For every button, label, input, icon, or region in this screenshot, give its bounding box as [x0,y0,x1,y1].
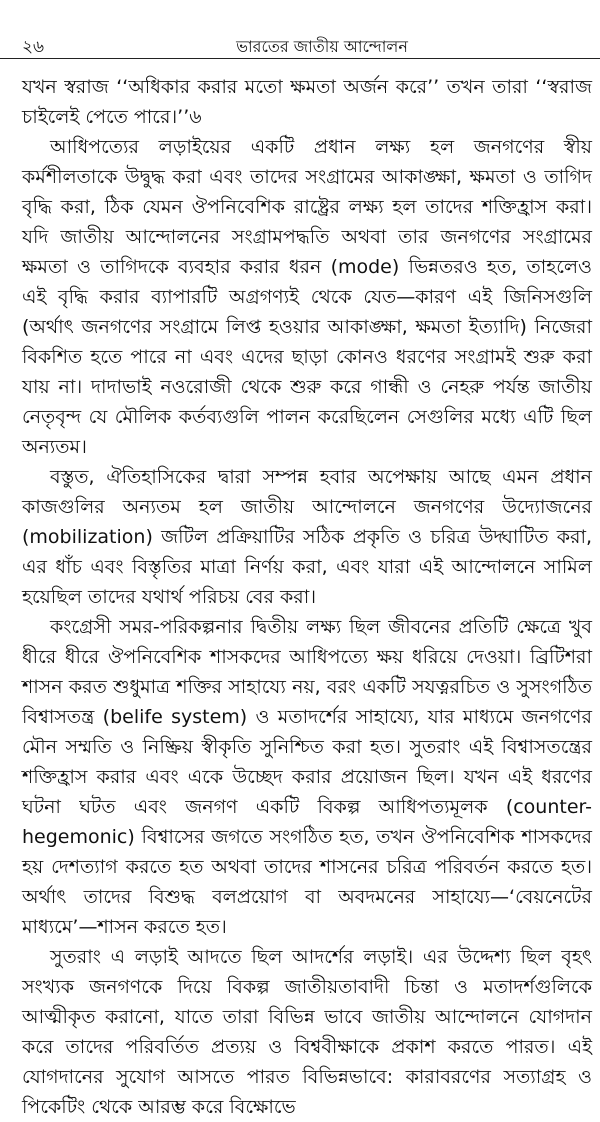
paragraph: সুতরাং এ লড়াই আদতে ছিল আদর্শের লড়াই। এর উদ্দেশ্য ছিল বৃহৎ সংখ্যক জনগণকে দিয়ে বিকল্প জাতীয়তাবাদী চিন্তা ও মতাদর্শগুলিকে আত্মীকৃত করানো, যাতে তারা বিভিন্ন ভাবে জাতীয় আন্দোলনে যোগদান করে তাদের পরিবর্তিত প্রত্যয় ও বিশ্ববীক্ষাকে প্রকাশ করতে পারত। এই যোগদানের সুযোগ আসতে পারত বিভিন্নভাবে: কারাবরণের সত্যাগ্রহ ও পিকেটিং থেকে আরম্ভ করে বিক্ষোভে [22,946,592,1118]
page-number: ২৬ [22,37,45,57]
header-rule [0,58,600,59]
page-header [22,0,592,57]
running-title: ভারতের জাতীয় আন্দোলন [236,37,408,56]
paragraph: বস্তুত, ঐতিহাসিকের দ্বারা সম্পন্ন হবার অপেক্ষায় আছে এমন প্রধান কাজগুলির অন্যতম হল জাতীয় আন্দোলনে জনগণের উদ্যোজনের (mobilization) জটিল প্রক্রিয়াটির সঠিক প্রকৃতি ও চরিত্র উদ্ঘাটিত করা, এর ধাঁচ এবং বিস্তৃতির মাত্রা নির্ণয় করা, এবং যারা এই আন্দোলনে সামিল হয়েছিল তাদের যথার্থ পরিচয় বের করা। [22,466,592,608]
paragraph: আধিপত্যের লড়াইয়ের একটি প্রধান লক্ষ্য হল জনগণের স্বীয় কর্মশীলতাকে উদ্বুদ্ধ করা এবং তাদের সংগ্রামের আকাঙ্ক্ষা, ক্ষমতা ও তাগিদ বৃদ্ধি করা, ঠিক যেমন ঔপনিবেশিক রাষ্ট্রের লক্ষ্য হল তাদের শক্তিহ্রাস করা। যদি জাতীয় আন্দোলনের সংগ্রামপদ্ধতি অথবা তার জনগণের সংগ্রামের ক্ষমতা ও তাগিদকে ব্যবহার করার ধরন (mode) ভিন্নতরও হত, তাহলেও এই বৃদ্ধি করার ব্যাপারটি অগ্রগণ্যই থেকে যেত—কারণ এই জিনিসগুলি (অর্থাৎ জনগণের সংগ্রামে লিপ্ত হওয়ার আকাঙ্ক্ষা, ক্ষমতা ইত্যাদি) নিজেরা বিকশিত হতে পারে না এবং এদের ছাড়া কোনও ধরণের সংগ্রামই শুরু করা যায় না। দাদাভাই নওরোজী থেকে শুরু করে গান্ধী ও নেহরু পর্যন্ত জাতীয় নেতৃবৃন্দ যে মৌলিক কর্তব্যগুলি পালন করেছিলেন সেগুলির মধ্যে এটি ছিল অন্যতম। [22,136,592,458]
body-text [22,72,592,1122]
paragraph: কংগ্রেসী সমর-পরিকল্পনার দ্বিতীয় লক্ষ্য ছিল জীবনের প্রতিটি ক্ষেত্রে খুব ধীরে ধীরে ঔপনিবেশিক শাসকদের আধিপত্যে ক্ষয় ধরিয়ে দেওয়া। ব্রিটিশরা শাসন করত শুধুমাত্র শক্তির সাহায্যে নয়, বরং একটি সযত্নরচিত ও সুসংগঠিত বিশ্বাসতন্ত্র (belife system) ও মতাদর্শের সাহায্যে, যার মাধ্যমে জনগণের মৌন সম্মতি ও নিষ্ক্রিয় স্বীকৃতি সুনিশ্চিত করা হত। সুতরাং এই বিশ্বাসতন্ত্রের শক্তিহ্রাস করার এবং একে উচ্ছেদ করার প্রয়োজন ছিল। যখন এই ধরণের ঘটনা ঘটত এবং জনগণ একটি বিকল্প আধিপত্যমূলক (counter-hegemonic) বিশ্বাসের জগতে সংগঠিত হত, তখন ঔপনিবেশিক শাসকদের হয় দেশত্যাগ করতে হত অথবা তাদের শাসনের চরিত্র পরিবর্তন করতে হত। অর্থাৎ তাদের বিশুদ্ধ বলপ্রয়োগ বা অবদমনের সাহায্যে—‘বেয়নেটের মাধ্যমে’—শাসন করতে হত। [22,616,592,938]
paragraph: যখন স্বরাজ ‘‘অধিকার করার মতো ক্ষমতা অর্জন করে’’ তখন তারা ‘‘স্বরাজ চাইলেই পেতে পারে।’’৬ [22,76,592,128]
